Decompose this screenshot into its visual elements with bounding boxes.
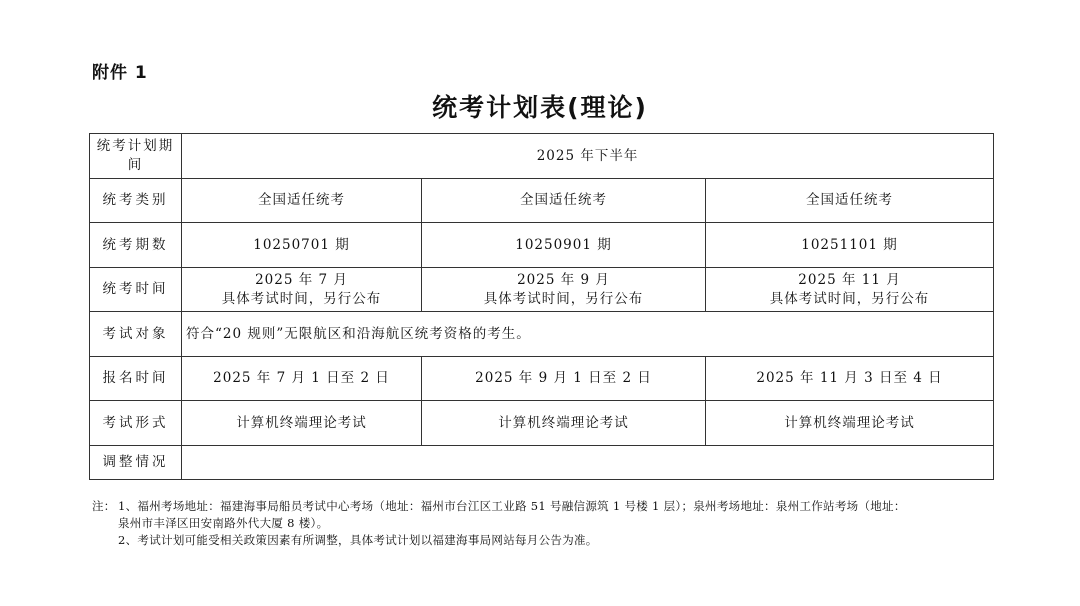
period-value: 2025 年下半年 [182,134,994,179]
attachment-label: 附件 1 [92,63,148,83]
row-label-time: 统考时间 [90,268,182,312]
table-row-time [90,268,994,312]
page-title: 统考计划表(理论) [432,93,648,122]
table-row-issue [90,223,994,268]
row-label-period: 统考计划期间 [90,134,182,179]
registration-cell: 2025 年 11 月 3 日至 4 日 [706,357,994,401]
issue-cell: 10251101 期 [706,223,994,268]
time-cell [706,268,994,312]
time-detail: 具体考试时间，另行公布 [483,290,644,307]
exam-plan-table [89,133,994,480]
issue-cell: 10250901 期 [422,223,706,268]
table-row-registration [90,357,994,401]
row-label-form: 考试形式 [90,401,182,446]
table-row-period [90,134,994,179]
category-cell: 全国适任统考 [706,179,994,223]
footnote-text: 泉州市丰泽区田安南路外代大厦 8 楼）。 [118,516,329,530]
registration-cell: 2025 年 9 月 1 日至 2 日 [422,357,706,401]
time-month: 2025 年 11 月 [798,271,901,288]
footnotes [92,498,1002,549]
table-row-form [90,401,994,446]
form-cell: 计算机终端理论考试 [706,401,994,446]
row-label-registration: 报名时间 [90,357,182,401]
footnote-text: 1、福州考场地址：福建海事局船员考试中心考场（地址：福州市台江区工业路 51 号融信源筑 1 号楼 1 层）；泉州考场地址：泉州工作站考场（地址： [118,499,906,513]
registration-cell: 2025 年 7 月 1 日至 2 日 [182,357,422,401]
form-cell: 计算机终端理论考试 [422,401,706,446]
form-cell: 计算机终端理论考试 [182,401,422,446]
footnote-item [92,498,1002,515]
category-cell: 全国适任统考 [182,179,422,223]
target-value: 符合“20 规则”无限航区和沿海航区统考资格的考生。 [182,312,994,357]
time-cell [182,268,422,312]
time-detail: 具体考试时间，另行公布 [769,290,930,307]
issue-cell: 10250701 期 [182,223,422,268]
time-month: 2025 年 7 月 [255,271,348,288]
table-row-target [90,312,994,357]
adjust-value [182,446,994,480]
table-row-category [90,179,994,223]
row-label-category: 统考类别 [90,179,182,223]
row-label-issue: 统考期数 [90,223,182,268]
footnote-item: 2、考试计划可能受相关政策因素有所调整，具体考试计划以福建海事局网站每月公告为准。 [118,533,598,547]
time-cell [422,268,706,312]
table-row-adjust [90,446,994,480]
row-label-adjust: 调整情况 [90,446,182,480]
footnote-prefix: 注： [92,499,116,513]
row-label-target: 考试对象 [90,312,182,357]
category-cell: 全国适任统考 [422,179,706,223]
time-month: 2025 年 9 月 [517,271,610,288]
time-detail: 具体考试时间，另行公布 [221,290,382,307]
